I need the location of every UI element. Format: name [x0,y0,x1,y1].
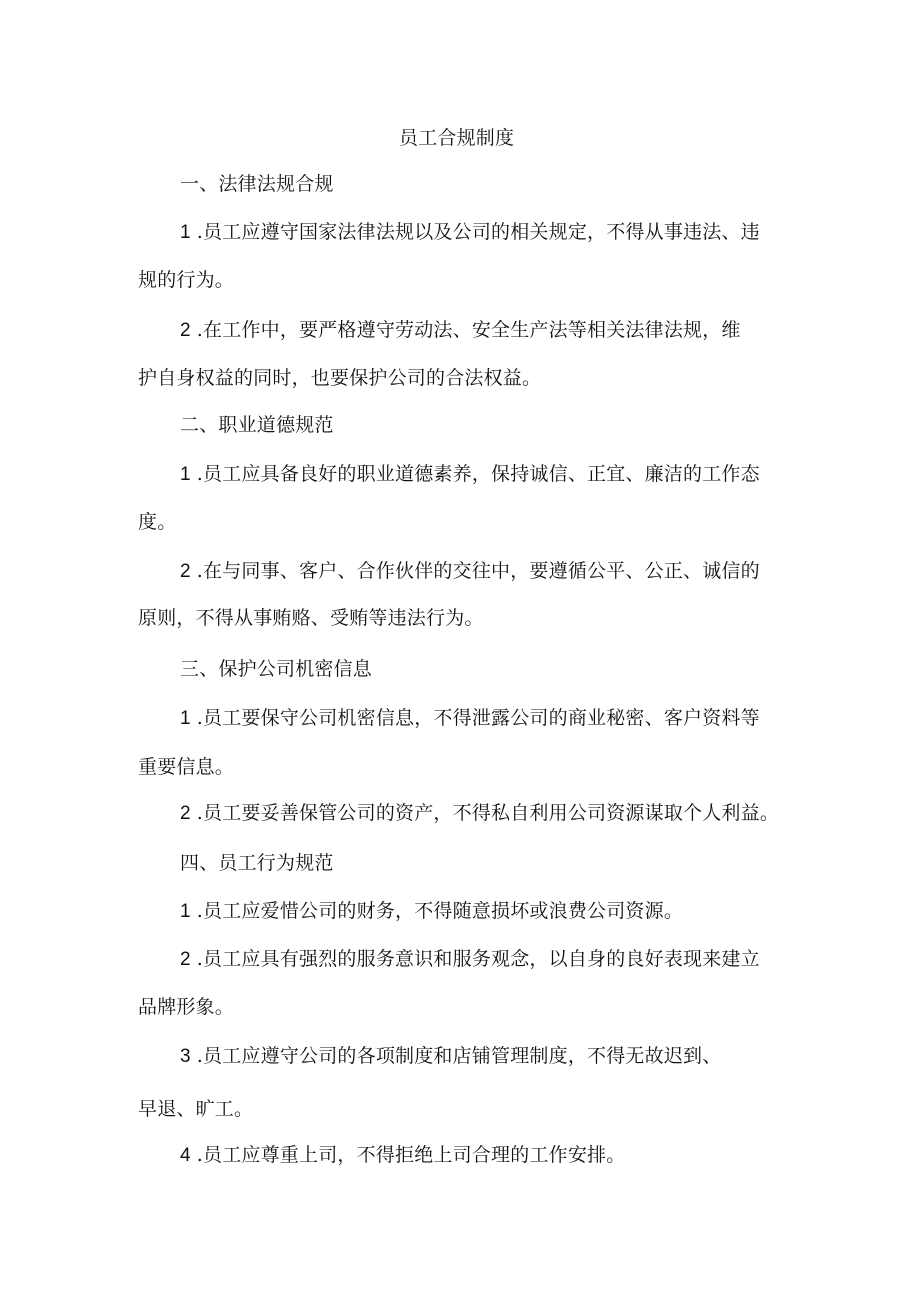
paragraph-line: 护自身权益的同时，也要保护公司的合法权益。 [138,367,542,389]
item-number: 3 [180,1046,191,1067]
section-heading: 一、法律法规合规 [180,173,334,195]
paragraph-line: 品牌形象。 [138,996,235,1018]
item-text: .员工应爱惜公司的财务，不得随意损坏或浪费公司资源。 [196,900,684,922]
paragraph-line [180,220,760,245]
section-heading: 二、职业道德规范 [180,414,334,436]
paragraph-line: 度。 [138,511,177,533]
item-number: 1 [180,901,191,922]
item-text: .员工应具有强烈的服务意识和服务观念，以自身的良好表现来建立 [196,948,760,970]
item-text: .员工应遵守公司的各项制度和店铺管理制度，不得无故迟到、 [196,1045,722,1067]
document-title: 员工合规制度 [399,127,515,149]
item-number: 1 [180,222,191,243]
paragraph-line [180,318,741,343]
paragraph-line [180,947,760,972]
item-text: .在与同事、客户、合作伙伴的交往中，要遵循公平、公正、诚信的 [196,560,760,582]
item-text: .员工应具备良好的职业道德素养，保持诚信、正宜、廉洁的工作态 [196,463,760,485]
item-text: .员工应尊重上司，不得拒绝上司合理的工作安排。 [196,1144,626,1166]
item-text: .员工要保守公司机密信息，不得泄露公司的商业秘密、客户资料等 [196,707,760,729]
item-text: .员工应遵守国家法律法规以及公司的相关规定，不得从事违法、违 [196,221,760,243]
paragraph-line [180,1143,625,1168]
paragraph-line [180,706,760,731]
item-number: 2 [180,320,191,341]
item-text: .在工作中，要严格遵守劳动法、安全生产法等相关法律法规，维 [196,319,741,341]
section-heading: 三、保护公司机密信息 [180,658,373,680]
section-heading: 四、员工行为规范 [180,852,334,874]
paragraph-line: 原则，不得从事贿赂、受贿等违法行为。 [138,607,484,629]
paragraph-line: 规的行为。 [138,269,235,291]
paragraph-line [180,462,760,487]
paragraph-line [180,899,683,924]
item-number: 2 [180,803,191,824]
paragraph-line: 重要信息。 [138,756,235,778]
paragraph-line [180,801,779,826]
paragraph-line [180,1044,721,1069]
item-number: 4 [180,1145,191,1166]
paragraph-line [180,559,760,584]
item-number: 1 [180,464,191,485]
paragraph-line: 早退、旷工。 [138,1098,254,1120]
item-number: 2 [180,949,191,970]
item-text: .员工要妥善保管公司的资产，不得私自利用公司资源谋取个人利益。 [196,802,780,824]
item-number: 1 [180,708,191,729]
item-number: 2 [180,561,191,582]
